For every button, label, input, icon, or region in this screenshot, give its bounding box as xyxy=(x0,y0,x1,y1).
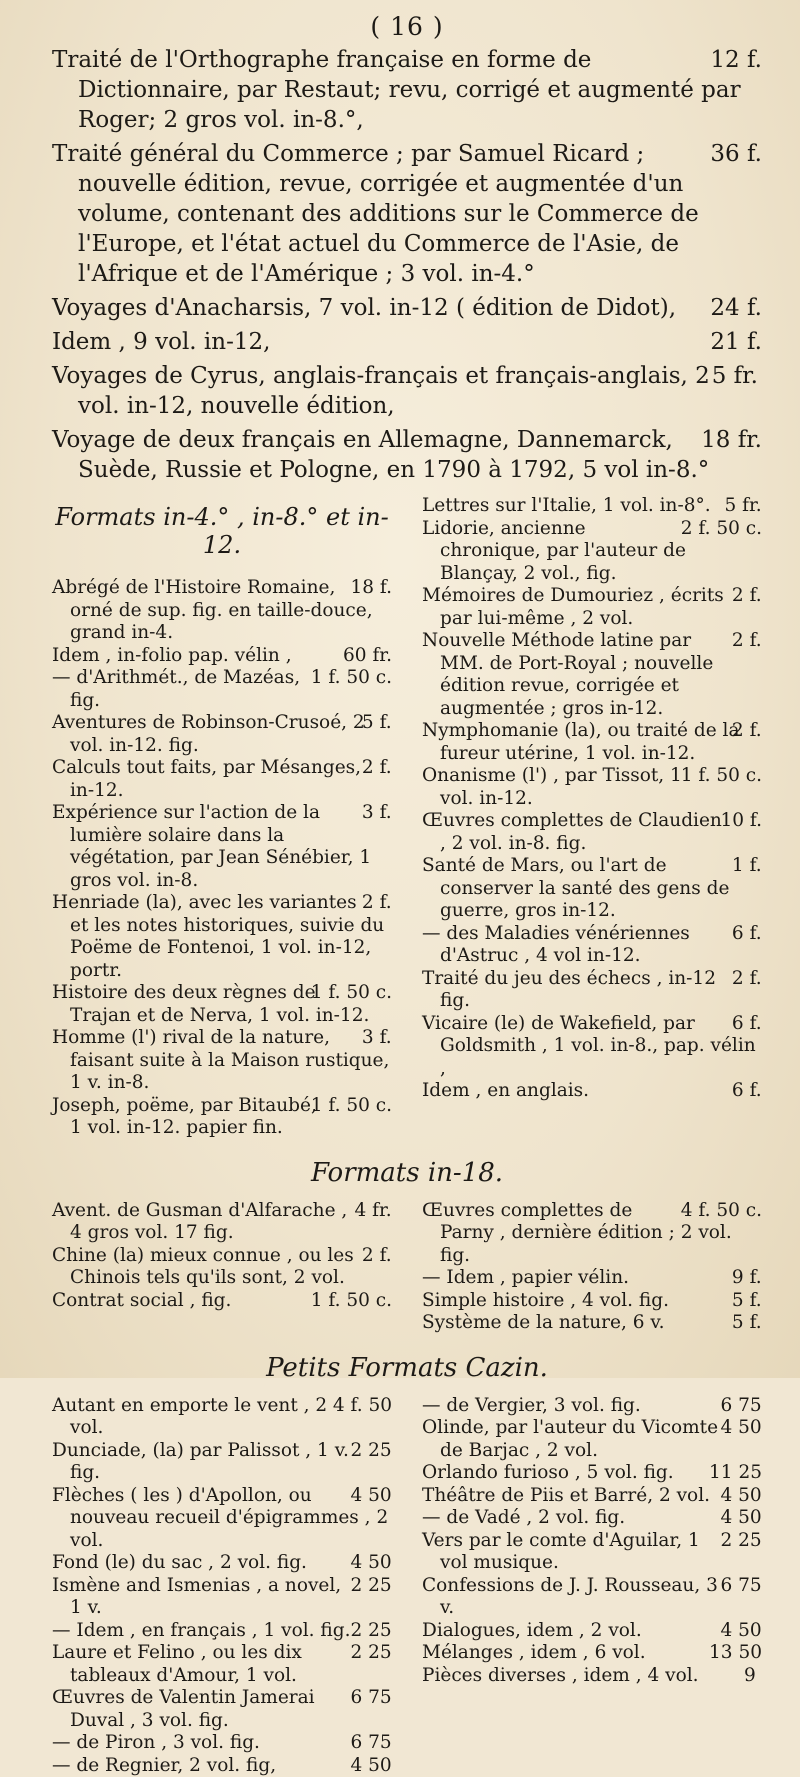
entry-price: 1 f. 50 c. xyxy=(319,1290,392,1313)
in18-left-list xyxy=(52,1200,392,1335)
entry-title: Lettres sur l'Italie, 1 vol. in-8°. xyxy=(422,495,711,516)
entry-price: 1 f. 50 c. xyxy=(689,765,762,788)
catalog-entry xyxy=(422,810,762,855)
formats-right-list xyxy=(422,495,762,1103)
cazin-left-list xyxy=(52,1395,392,1777)
catalog-entry xyxy=(422,1200,762,1268)
catalog-entry xyxy=(52,1575,392,1620)
catalog-entry xyxy=(52,577,392,645)
catalog-entry xyxy=(422,1395,762,1418)
entry-title: Lidorie, ancienne chronique, par l'auteur de Blançay, 2 vol., fig. xyxy=(422,518,686,584)
entry-price: 6 75 xyxy=(358,1687,392,1710)
entry-title: Œuvres complettes de Claudien , 2 vol. in-8. fig. xyxy=(422,810,722,854)
entry-title: Vicaire (le) de Wakefield, par Goldsmith , 1 vol. in-8., pap. vélin , xyxy=(422,1013,756,1079)
top-entries xyxy=(52,45,762,485)
catalog-entry xyxy=(52,1552,392,1575)
catalog-entry xyxy=(52,425,762,485)
entry-title: Calculs tout faits, par Mésanges, in-12. xyxy=(52,757,361,801)
catalog-entry xyxy=(422,968,762,1013)
entry-title: Mélanges , idem , 6 vol. xyxy=(422,1642,646,1663)
entry-price: 11 25 xyxy=(717,1462,762,1485)
catalog-entry xyxy=(422,1575,762,1620)
entry-title: Ismène and Ismenias , a novel, 1 v. xyxy=(52,1575,341,1619)
entry-title: Olinde, par l'auteur du Vicomte de Barjac , 2 vol. xyxy=(422,1417,718,1461)
entry-price: 2 25 xyxy=(358,1575,392,1598)
catalog-entry xyxy=(422,765,762,810)
catalog-entry xyxy=(52,1687,392,1732)
page-number: ( 16 ) xyxy=(52,12,762,41)
entry-price: 4 50 xyxy=(358,1485,392,1508)
entry-title: Mémoires de Dumouriez , écrits par lui-même , 2 vol. xyxy=(422,585,724,629)
entry-price: 5 f. xyxy=(740,1290,762,1313)
entry-price: 12 f. xyxy=(726,45,762,75)
entry-title: Joseph, poëme, par Bitaubé, 1 vol. in-12. papier fin. xyxy=(52,1095,317,1139)
catalog-entry xyxy=(52,712,392,757)
entry-price: 6 f. xyxy=(740,923,762,946)
catalog-entry xyxy=(422,585,762,630)
entry-price: 5 fr. xyxy=(732,495,762,518)
catalog-entry xyxy=(52,645,392,668)
entry-price: 3 f. xyxy=(370,802,392,825)
formats-right-column xyxy=(422,495,762,1140)
catalog-entry xyxy=(52,1485,392,1553)
catalog-entry xyxy=(422,1290,762,1313)
entry-price: 2 f. xyxy=(740,968,762,991)
entry-price: 24 f. xyxy=(726,293,762,323)
in18-right-list xyxy=(422,1200,762,1335)
catalog-entry xyxy=(52,757,392,802)
entry-title: Idem , in-folio pap. vélin , xyxy=(52,645,292,666)
entry-title: Abrégé de l'Histoire Romaine, orné de sup. fig. en taille-douce, grand in-4. xyxy=(52,577,373,643)
entry-title: Dialogues, idem , 2 vol. xyxy=(422,1620,642,1641)
entry-title: Traité général du Commerce ; par Samuel Ricard ; nouvelle édition, revue, corrigée et augmentée d'un volume, contenant des additions sur le Commerce de l'Europe, et l'état actuel du Commerce de l'Asie, de l'Afrique et de l'Amérique ; 3 vol. in-4.° xyxy=(52,141,699,287)
entry-price: 6 75 xyxy=(728,1395,762,1418)
entry-title: — de Vadé , 2 vol. fig. xyxy=(422,1507,625,1528)
entry-title: Nymphomanie (la), ou traité de la fureur utérine, 1 vol. in-12. xyxy=(422,720,740,764)
catalog-entry xyxy=(52,1095,392,1140)
catalog-entry xyxy=(52,139,762,289)
entry-title: — d'Arithmét., de Mazéas, fig. xyxy=(52,667,300,711)
entry-price: 18 f. xyxy=(359,577,393,600)
catalog-entry xyxy=(52,1755,392,1777)
catalog-entry xyxy=(52,802,392,892)
entry-title: Expérience sur l'action de la lumière solaire dans la végétation, par Jean Sénébier, 1 gros vol. in-8. xyxy=(52,802,371,891)
catalog-entry xyxy=(422,1312,762,1335)
catalog-entry xyxy=(52,1440,392,1485)
entry-price: 36 f. xyxy=(726,139,762,169)
entry-title: Orlando furioso , 5 vol. fig. xyxy=(422,1462,674,1483)
catalog-entry xyxy=(422,518,762,586)
catalog-entry xyxy=(52,1027,392,1095)
cazin-right-list xyxy=(422,1395,762,1777)
catalog-entry xyxy=(422,630,762,720)
entry-title: — de Piron , 3 vol. fig. xyxy=(52,1732,260,1753)
entry-title: Onanisme (l') , par Tissot, 1 vol. in-12. xyxy=(422,765,682,809)
entry-price: 4 50 xyxy=(728,1485,762,1508)
entry-price: 6 f. xyxy=(740,1013,762,1036)
entry-title: Laure et Felino , ou les dix tableaux d'Amour, 1 vol. xyxy=(52,1642,302,1686)
catalog-entry xyxy=(422,1507,762,1530)
catalog-entry xyxy=(52,293,762,323)
entry-price: 1 f. xyxy=(740,855,762,878)
formats-heading: Formats in-4.° , in-8.° et in-12. xyxy=(52,503,392,559)
entry-price: 2 f. xyxy=(740,630,762,653)
entry-price: 3 f. xyxy=(370,1027,392,1050)
entry-price: 4 50 xyxy=(358,1552,392,1575)
catalog-entry xyxy=(52,667,392,712)
catalog-entry xyxy=(422,1462,762,1485)
entry-price: 5 f. xyxy=(370,712,392,735)
entry-title: Histoire des deux règnes de Trajan et de Nerva, 1 vol. in-12. xyxy=(52,982,369,1026)
entry-title: Fond (le) du sac , 2 vol. fig. xyxy=(52,1552,307,1573)
entry-title: Aventures de Robinson-Crusoé, 2 vol. in-12. fig. xyxy=(52,712,365,756)
entry-price: 5 f. xyxy=(740,1312,762,1335)
entry-price: 4 50 xyxy=(728,1620,762,1643)
entry-price: 9 f. xyxy=(740,1267,762,1290)
entry-price: 4 f. 50 xyxy=(341,1395,392,1418)
entry-title: Avent. de Gusman d'Alfarache , 4 gros vol. 17 fig. xyxy=(52,1200,347,1244)
entry-title: Voyages de Cyrus, anglais-français et français-anglais, 2 vol. in-12, nouvelle édition, xyxy=(52,363,710,419)
entry-title: — Idem , papier vélin. xyxy=(422,1267,629,1288)
entry-title: — de Regnier, 2 vol. fig, xyxy=(52,1755,276,1776)
catalog-entry xyxy=(52,1620,392,1643)
entry-price: 2 f. xyxy=(370,892,392,915)
entry-title: Traité du jeu des échecs , in-12 fig. xyxy=(422,968,716,1012)
entry-title: Confessions de J. J. Rousseau, 3 v. xyxy=(422,1575,718,1619)
entry-price: 2 f. 50 c. xyxy=(689,518,762,541)
entry-title: Pièces diverses , idem , 4 vol. xyxy=(422,1665,699,1686)
entry-title: Flèches ( les ) d'Apollon, ou nouveau recueil d'épigrammes , 2 vol. xyxy=(52,1485,388,1551)
entry-title: Nouvelle Méthode latine par MM. de Port-Royal ; nouvelle édition revue, corrigée et augmentée ; gros in-12. xyxy=(422,630,713,719)
entry-title: Œuvres complettes de Parny , dernière édition ; 2 vol. fig. xyxy=(422,1200,732,1266)
entry-title: Simple histoire , 4 vol. fig. xyxy=(422,1290,669,1311)
entry-price: 2 f. xyxy=(740,585,762,608)
catalog-entry xyxy=(52,1245,392,1290)
entry-title: — Idem , en français , 1 vol. fig. xyxy=(52,1620,350,1641)
entry-title: Voyage de deux français en Allemagne, Dannemarck, Suède, Russie et Pologne, en 1790 à 1792, 5 vol in-8.° xyxy=(52,427,709,483)
entry-price: 2 25 xyxy=(358,1620,392,1643)
catalog-entry xyxy=(52,1732,392,1755)
entry-price: 4 f. 50 c. xyxy=(689,1200,762,1223)
entry-price: 4 50 xyxy=(358,1755,392,1777)
entry-title: Contrat social , fig. xyxy=(52,1290,231,1311)
entry-title: Idem , 9 vol. in-12, xyxy=(52,329,270,355)
catalog-entry xyxy=(422,923,762,968)
catalog-entry xyxy=(52,982,392,1027)
catalog-entry xyxy=(422,1013,762,1081)
entry-price: 6 75 xyxy=(358,1732,392,1755)
catalog-entry xyxy=(422,1417,762,1462)
catalog-entry xyxy=(422,720,762,765)
entry-price: 1 f. 50 c. xyxy=(319,1095,392,1118)
entry-title: Chine (la) mieux connue , ou les Chinois tels qu'ils sont, 2 vol. xyxy=(52,1245,354,1289)
entry-title: Dunciade, (la) par Palissot , 1 v. fig. xyxy=(52,1440,349,1484)
entry-title: Idem , en anglais. xyxy=(422,1080,589,1101)
cazin-heading: Petits Formats Cazin. xyxy=(52,1353,762,1383)
entry-price: 1 f. 50 c. xyxy=(319,982,392,1005)
entry-price: 2 25 xyxy=(358,1440,392,1463)
formats-left-list xyxy=(52,577,392,1140)
entry-price: 13 50 xyxy=(717,1642,762,1665)
entry-price: 5 fr. xyxy=(728,361,762,391)
entry-title: Théâtre de Piis et Barré, 2 vol. xyxy=(422,1485,710,1506)
entry-price: 6 75 xyxy=(728,1575,762,1598)
entry-title: Traité de l'Orthographe française en forme de Dictionnaire, par Restaut; revu, corrigé et augmenté par Roger; 2 gros vol. in-8.°, xyxy=(52,47,741,133)
formats-left-column xyxy=(52,495,392,1140)
catalog-entry xyxy=(52,1200,392,1245)
catalog-entry xyxy=(52,1642,392,1687)
in18-columns xyxy=(52,1200,762,1335)
entry-price: 60 fr. xyxy=(351,645,392,668)
catalog-entry xyxy=(52,892,392,982)
entry-price: 10 f. xyxy=(729,810,763,833)
entry-title: Vers par le comte d'Aguilar, 1 vol musique. xyxy=(422,1530,700,1574)
catalog-entry xyxy=(52,1395,392,1440)
entry-price: 1 f. 50 c. xyxy=(319,667,392,690)
entry-title: Henriade (la), avec les variantes et les notes historiques, suivie du Poëme de Fontenoi, 1 vol. in-12, portr. xyxy=(52,892,384,981)
entry-title: Voyages d'Anacharsis, 7 vol. in-12 ( édition de Didot), xyxy=(52,295,676,321)
entry-price: 6 f. xyxy=(740,1080,762,1103)
formats-columns xyxy=(52,495,762,1140)
catalog-entry xyxy=(422,1080,762,1103)
entry-title: Homme (l') rival de la nature, faisant suite à la Maison rustique, 1 v. in-8. xyxy=(52,1027,389,1093)
catalog-entry xyxy=(422,1530,762,1575)
catalog-entry xyxy=(422,1267,762,1290)
entry-price: 2 f. xyxy=(370,757,392,780)
entry-title: Œuvres de Valentin Jamerai Duval , 3 vol. fig. xyxy=(52,1687,315,1731)
entry-price: 4 50 xyxy=(728,1417,762,1440)
entry-price: 21 f. xyxy=(726,327,762,357)
entry-price: 2 25 xyxy=(728,1530,762,1553)
entry-price: 4 50 xyxy=(728,1507,762,1530)
entry-title: Système de la nature, 6 v. xyxy=(422,1312,665,1333)
entry-price: 2 25 xyxy=(358,1642,392,1665)
catalog-entry xyxy=(422,1665,762,1688)
entry-price: 9 xyxy=(752,1665,762,1688)
catalog-entry xyxy=(422,855,762,923)
entry-price: 4 fr. xyxy=(362,1200,392,1223)
entry-price: 2 f. xyxy=(370,1245,392,1268)
catalog-entry xyxy=(52,45,762,135)
catalog-entry xyxy=(422,1485,762,1508)
entry-price: 2 f. xyxy=(740,720,762,743)
catalog-entry xyxy=(52,327,762,357)
catalog-entry xyxy=(52,361,762,421)
catalog-entry xyxy=(52,1290,392,1313)
entry-title: Santé de Mars, ou l'art de conserver la santé des gens de guerre, gros in-12. xyxy=(422,855,729,921)
catalog-entry xyxy=(422,1642,762,1665)
in18-heading: Formats in-18. xyxy=(52,1158,762,1188)
catalog-entry xyxy=(422,1620,762,1643)
entry-price: 18 fr. xyxy=(717,425,762,455)
catalog-entry xyxy=(422,495,762,518)
cazin-columns xyxy=(52,1395,762,1777)
entry-title: Autant en emporte le vent , 2 vol. xyxy=(52,1395,327,1439)
entry-title: — de Vergier, 3 vol. fig. xyxy=(422,1395,641,1416)
entry-title: — des Maladies vénériennes d'Astruc , 4 vol in-12. xyxy=(422,923,690,967)
